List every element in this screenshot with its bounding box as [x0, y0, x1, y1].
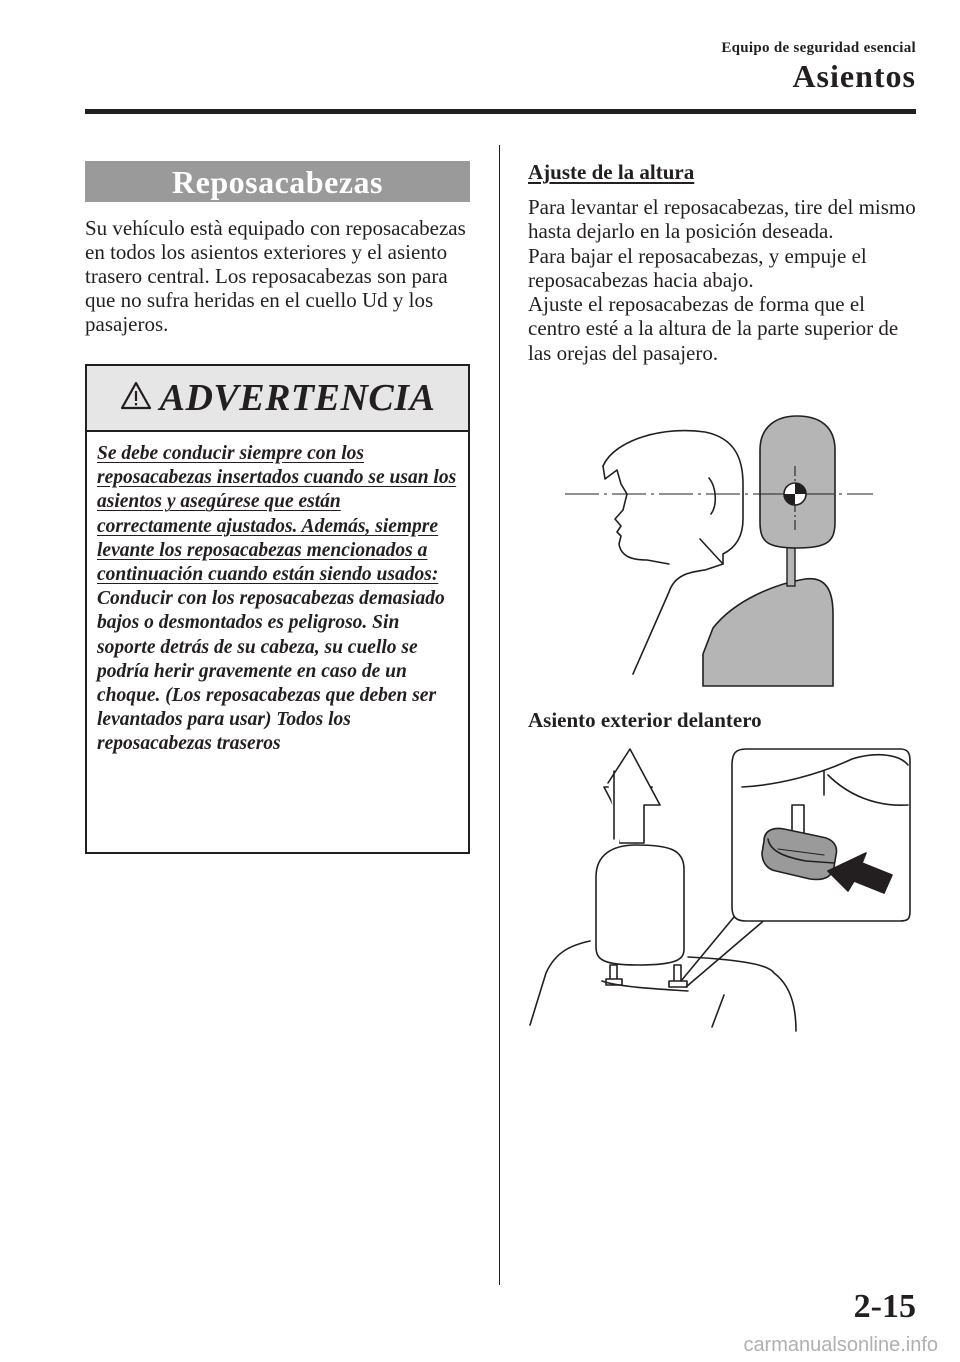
header-section-label: Equipo de seguridad esencial	[721, 40, 916, 56]
warning-underlined-text: Se debe conducir siempre con los reposacabezas insertados cuando se usan los asientos y asegúrese que están correctamente ajustados. Además, siempre levante los reposacabezas mencionados a continuación cuando están siendo usados:	[97, 443, 457, 586]
height-adjust-heading: Ajuste de la altura	[528, 160, 695, 184]
adjust-paragraph-lower: Para bajar el reposacabezas, y empuje el reposacabezas hacia abajo.	[528, 243, 867, 292]
column-divider	[499, 145, 500, 1285]
warning-title: ADVERTENCIA	[159, 377, 436, 419]
headrest-release-illustration	[528, 745, 913, 1035]
warning-plain-text: Conducir con los reposacabezas demasiado bajos o desmontados es peligroso. Sin soporte detrás de su cabeza, su cuello se podría herir gravemente en caso de un choque. (Los reposacabezas que deben ser levantados para usar) Todos los reposacabezas traseros	[97, 588, 445, 755]
header-title: Asientos	[792, 58, 916, 94]
page-number: 2-15	[853, 1288, 916, 1325]
warning-box	[85, 364, 470, 854]
figure-caption-front-seat: Asiento exterior delantero	[528, 708, 762, 732]
warning-triangle-icon	[120, 381, 152, 411]
section-banner: Reposacabezas	[85, 161, 470, 202]
adjust-paragraph-raise: Para levantar el reposacabezas, tire del mismo hasta dejarlo en la posición deseada.	[528, 195, 916, 244]
header-rule	[85, 109, 916, 114]
warning-body	[97, 442, 457, 757]
intro-paragraph: Su vehículo està equipado con reposacabezas en todos los asientos exteriores y el asiento trasero central. Los reposacabezas son para que no sufra heridas en el cuello Ud y los pasajeros.	[85, 216, 466, 336]
height-adjust-text	[528, 195, 918, 365]
warning-header	[87, 366, 468, 432]
headrest-height-illustration	[565, 414, 877, 690]
watermark: carmanualsonline.info	[743, 1334, 938, 1356]
adjust-paragraph-position: Ajuste el reposacabezas de forma que el centro esté a la altura de la parte superior de las orejas del pasajero.	[528, 292, 899, 365]
